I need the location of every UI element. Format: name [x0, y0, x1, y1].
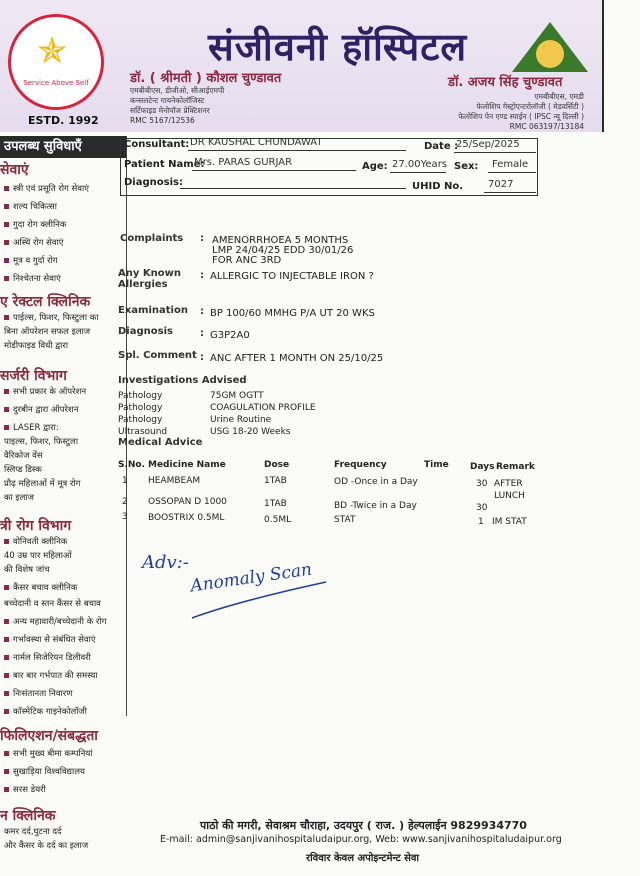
sidebar-item-label: सभी प्रकार के ऑपरेशन — [13, 387, 87, 397]
sidebar-item-label: सुखाड़िया विश्वविद्यालय — [13, 767, 85, 777]
sidebar-item-label: अस्थि रोग सेवाएं — [13, 238, 64, 248]
sidebar-item-label: का इलाज — [4, 493, 34, 503]
row-sno: 2 — [122, 497, 128, 507]
sidebar-item-label: मोडीफाइड विधी द्वारा — [4, 341, 69, 351]
col-header-medicine: Medicine Name — [148, 460, 226, 470]
sidebar-item-label: वोनिवती क्लीनिक — [13, 537, 68, 547]
sidebar-item-label: सभी मुख्य बीमा कम्पनियां — [13, 749, 93, 759]
established-year: ESTD. 1992 — [28, 114, 99, 127]
rotary-logo — [8, 14, 104, 110]
sidebar-item-label: पाइल्स, फिशर, फिस्टुला — [4, 437, 79, 447]
diagnosis-form-label: Diagnosis: — [124, 177, 183, 188]
bullet-icon — [4, 585, 9, 590]
bullet-icon — [4, 407, 9, 412]
age-label: Age: — [362, 161, 388, 172]
doctor-right-q1: एमबीबीएस, एमडी — [534, 92, 584, 101]
doctor-right-q3: फेलोशिप पेन एण्ड स्पाईन ( IPSC न्यू दिल्ली ) — [458, 112, 584, 121]
row-frequency: STAT — [334, 515, 356, 525]
special-comment-label: Spl. Comment — [118, 350, 197, 361]
bullet-icon — [4, 204, 9, 209]
footer-note: रविवार केवल अपोइन्टमेन्ट सेवा — [306, 853, 420, 864]
sidebar-item-label: बच्चेदानी व स्तन कैंसर से बचाव — [4, 599, 101, 609]
bullet-icon — [4, 258, 9, 263]
sidebar-divider — [126, 136, 127, 716]
examination-value: BP 100/60 MMHG P/A UT 20 WKS — [210, 308, 375, 319]
bullet-icon — [4, 637, 9, 642]
investigation-type: Pathology — [118, 403, 163, 413]
logo-tagline: Service Above Self — [23, 79, 89, 87]
sidebar-item-label: निश्चेतना सेवाएं — [13, 274, 61, 284]
doctor-right-name: डॉ. अजय सिंह चुण्डावत — [448, 75, 563, 90]
row-dose: 1TAB — [264, 499, 287, 509]
investigation-test: Urine Routine — [210, 415, 272, 425]
sidebar-item — [4, 706, 87, 717]
row-sno: 3 — [122, 512, 128, 522]
diagnosis-label: Diagnosis — [118, 326, 173, 337]
sidebar-item — [4, 826, 61, 837]
sex-underline — [488, 172, 536, 173]
date-label: Date : — [424, 141, 459, 152]
row-medicine: BOOSTRIX 0.5ML — [148, 513, 225, 523]
sidebar-item-label: पाईल्स, फिशर, फिस्टुला का — [13, 313, 99, 323]
sidebar-item — [4, 183, 89, 194]
sidebar-item — [4, 422, 59, 433]
sidebar-section-title: न क्लिनिक — [0, 808, 56, 824]
sidebar-item-label: गर्भावस्था से संबंधित सेवाएं — [13, 635, 96, 645]
investigations-title: Investigations Advised — [118, 375, 247, 386]
sidebar-section-title: ए रेक्टल क्लिनिक — [0, 294, 91, 310]
col-header-days: Days — [470, 462, 495, 472]
medical-advice-title: Medical Advice — [118, 437, 203, 448]
special-comment-colon: : — [200, 352, 204, 363]
investigation-test: COAGULATION PROFILE — [210, 403, 316, 413]
sidebar-item — [4, 312, 98, 323]
sidebar-item-label: दुरबीन द्वारा ऑपरेशन — [13, 405, 79, 415]
age-value: 27.00Years — [392, 159, 448, 170]
investigation-test: USG 18-20 Weeks — [210, 427, 291, 437]
handwritten-advice: Adv:- — [142, 552, 189, 573]
bullet-icon — [4, 655, 9, 660]
bullet-icon — [4, 539, 9, 544]
sidebar-item — [4, 748, 92, 759]
sidebar-item-label: 40 उम्र पार महिलाओं — [4, 551, 72, 561]
sidebar-item-label: नार्मल सिजेरियन डिलीवरी — [13, 653, 91, 663]
consultant-label: Consultant: — [124, 139, 190, 150]
col-header-time: Time — [424, 460, 449, 470]
bullet-icon — [4, 709, 9, 714]
bullet-icon — [4, 619, 9, 624]
sidebar-item — [4, 326, 90, 337]
row-medicine: HEAMBEAM — [148, 476, 201, 486]
diagnosis-colon: : — [200, 328, 204, 339]
date-underline — [454, 152, 536, 153]
logo-figure-icon: ✯ — [37, 31, 68, 72]
sidebar-section-title: सर्जरी विभाग — [0, 368, 67, 384]
sidebar-item — [4, 634, 96, 645]
sidebar-item-label: कॉस्मेटिक गाइनेकोलॉजी — [13, 707, 87, 717]
examination-label: Examination — [118, 305, 188, 316]
sidebar-item-label: स्लिप्ड डिस्क — [4, 465, 42, 475]
row-medicine: OSSOPAN D 1000 — [148, 497, 227, 507]
bullet-icon — [4, 769, 9, 774]
sidebar-heading: उपलब्ध सुविधाएँ — [0, 136, 126, 158]
uhid-value: 7027 — [488, 179, 514, 190]
sidebar-item — [4, 478, 80, 489]
sidebar-item — [4, 450, 43, 461]
sidebar-item-label: की विशेष जांच — [4, 565, 50, 575]
special-comment-value: ANC AFTER 1 MONTH ON 25/10/25 — [210, 353, 384, 364]
sidebar-section-title: त्री रोग विभाग — [0, 518, 72, 534]
sidebar-section-title: सेवाएं — [0, 162, 29, 178]
handwritten-anomaly-scan: Anomaly Scan — [189, 559, 314, 597]
sidebar-item — [4, 536, 67, 547]
allergies-label: Any Known Allergies — [118, 268, 181, 290]
doctor-left-rmc: RMC 5167/12536 — [130, 116, 195, 125]
doctor-left-q3: सर्टिफाइड मेनोपॉज प्रेक्टिशनर — [130, 106, 210, 115]
row-days: 30 — [476, 503, 488, 513]
row-days: 30 — [476, 479, 488, 489]
sidebar-item-label: मूत्र व गुर्दा रोग — [13, 256, 58, 266]
row-remark: AFTER LUNCH — [494, 479, 525, 501]
sidebar-item-label: प्रौढ़ महिलाओं में मूत्र रोग — [4, 479, 81, 489]
row-dose: 0.5ML — [264, 515, 292, 525]
patient-name-underline — [192, 170, 356, 171]
row-sno: 1 — [122, 476, 128, 486]
sidebar-item — [4, 784, 46, 795]
sidebar-item-label: कमर दर्द,घुटना दर्द — [4, 827, 62, 837]
sidebar-item-label: गुदा रोग क्लीनिक — [13, 220, 67, 230]
sidebar-item — [4, 652, 91, 663]
sidebar-item — [4, 670, 98, 681]
doctor-left-q1: एमबीबीएस, डीजीओ, सीआईएमपी — [130, 86, 225, 95]
row-dose: 1TAB — [264, 476, 287, 486]
sidebar-item-label: LASER द्वारा: — [13, 423, 59, 433]
doctor-right-rmc: RMC 063197/13184 — [509, 122, 584, 131]
sex-label: Sex: — [454, 161, 479, 172]
bullet-icon — [4, 222, 9, 227]
date-value: 25/Sep/2025 — [456, 139, 520, 150]
footer-contact: E-mail: admin@sanjivanihospitaludaipur.org, Web: www.sanjivanihospitaludaipur.org — [160, 834, 562, 845]
sidebar-item — [4, 255, 58, 266]
patient-name-label: Patient Name: — [124, 159, 205, 170]
examination-colon: : — [200, 306, 204, 317]
sidebar-item — [4, 340, 68, 351]
uhid-underline — [484, 192, 536, 193]
sidebar-item — [4, 616, 106, 627]
doctor-right-q2: फेलोशिप गेस्ट्रोएन्टरोलॉजी ( मेडवर्सिटी ) — [476, 102, 584, 111]
hospital-name: संजीवनी हॉस्पिटल — [208, 24, 468, 69]
investigation-type: Pathology — [118, 415, 163, 425]
row-days: 1 — [478, 517, 484, 527]
sidebar-item-label: निःसंतानता निवारण — [13, 689, 73, 699]
sidebar-item — [4, 766, 85, 777]
sidebar-item-label: बार बार गर्भपात की समस्या — [13, 671, 98, 681]
investigation-test: 75GM OGTT — [210, 391, 264, 401]
sidebar-item — [4, 219, 66, 230]
row-frequency: OD -Once in a Day — [334, 477, 418, 487]
uhid-label: UHID No. — [412, 181, 464, 192]
bullet-icon — [4, 186, 9, 191]
allergies-value: ALLERGIC TO INJECTABLE IRON ? — [210, 271, 374, 282]
bullet-icon — [4, 389, 9, 394]
sidebar-item-label: अन्य महावारी/बच्चेदानी के रोग — [13, 617, 107, 627]
allergies-colon: : — [200, 270, 204, 281]
sidebar-item — [4, 273, 61, 284]
row-remark: IM STAT — [492, 517, 527, 527]
bullet-icon — [4, 240, 9, 245]
sidebar-item — [4, 237, 64, 248]
consultant-underline — [188, 150, 406, 151]
complaints-colon: : — [200, 233, 204, 244]
handwritten-swoosh — [190, 574, 330, 624]
sidebar-item-label: स्त्री एवं प्रसूति रोग सेवाएं — [13, 184, 89, 194]
sidebar-item — [4, 464, 42, 475]
sidebar-item-label: और कैंसर के दर्द का इलाज — [4, 841, 89, 851]
diagnosis-value: G3P2A0 — [210, 330, 250, 341]
sidebar-item — [4, 582, 77, 593]
complaints-label: Complaints — [120, 233, 184, 244]
bullet-icon — [4, 276, 9, 281]
investigation-type: Pathology — [118, 391, 163, 401]
bullet-icon — [4, 673, 9, 678]
col-header-remark: Remark — [496, 462, 535, 472]
sex-value: Female — [492, 159, 529, 170]
sidebar-item — [4, 404, 78, 415]
sidebar-item — [4, 436, 78, 447]
sidebar-section-title: फिलिएशन/संबद्धता — [0, 728, 98, 744]
col-header-dose: Dose — [264, 460, 290, 470]
bullet-icon — [4, 315, 9, 320]
sidebar-item — [4, 386, 86, 397]
patient-name-value: Mrs. PARAS GURJAR — [194, 157, 293, 168]
sidebar-item — [4, 564, 50, 575]
col-header-frequency: Frequency — [334, 460, 387, 470]
age-underline — [390, 172, 446, 173]
sidebar-item-label: वैरिकोज वेंस — [4, 451, 43, 461]
doctor-left-qualifications — [130, 86, 224, 126]
emblem-seal-icon — [536, 40, 564, 68]
sidebar-item-label: शल्य चिकित्सा — [13, 202, 58, 212]
consultant-value: DR KAUSHAL CHUNDAWAT — [190, 137, 323, 148]
complaints-value: AMENORRHOEA 5 MONTHS LMP 24/04/25 EDD 30/01/26 FOR ANC 3RD — [212, 235, 354, 266]
doctor-left-name: डॉ. ( श्रीमती ) कौशल चुण्डावत — [130, 71, 282, 86]
sidebar-item — [4, 492, 34, 503]
sidebar-item — [4, 840, 88, 851]
diagnosis-underline — [180, 188, 406, 189]
sidebar-item — [4, 201, 57, 212]
row-frequency: BD -Twice in a Day — [334, 501, 417, 511]
investigation-type: Ultrasound — [118, 427, 168, 437]
sidebar-item — [4, 550, 72, 561]
sidebar-item-label: कैंसर बचाव क्लीनिक — [13, 583, 78, 593]
doctor-left-q2: कन्सलटेन्ट गायनेकोलॉजिस्ट — [130, 96, 205, 105]
bullet-icon — [4, 787, 9, 792]
doctor-right-qualifications — [432, 92, 584, 132]
sidebar-item-label: बिना ऑपरेशन सफल इलाज — [4, 327, 91, 337]
col-header-sno: S.No. — [118, 460, 146, 470]
bullet-icon — [4, 425, 9, 430]
bullet-icon — [4, 691, 9, 696]
footer-address: पाठो की मगरी, सेवाश्रम चौराहा, उदयपुर ( राज. ) हेल्पलाईन 9829934770 — [200, 819, 527, 832]
sidebar-item-label: सरस डेयरी — [13, 785, 46, 795]
sidebar-item — [4, 688, 72, 699]
sidebar-item — [4, 598, 101, 609]
bullet-icon — [4, 751, 9, 756]
